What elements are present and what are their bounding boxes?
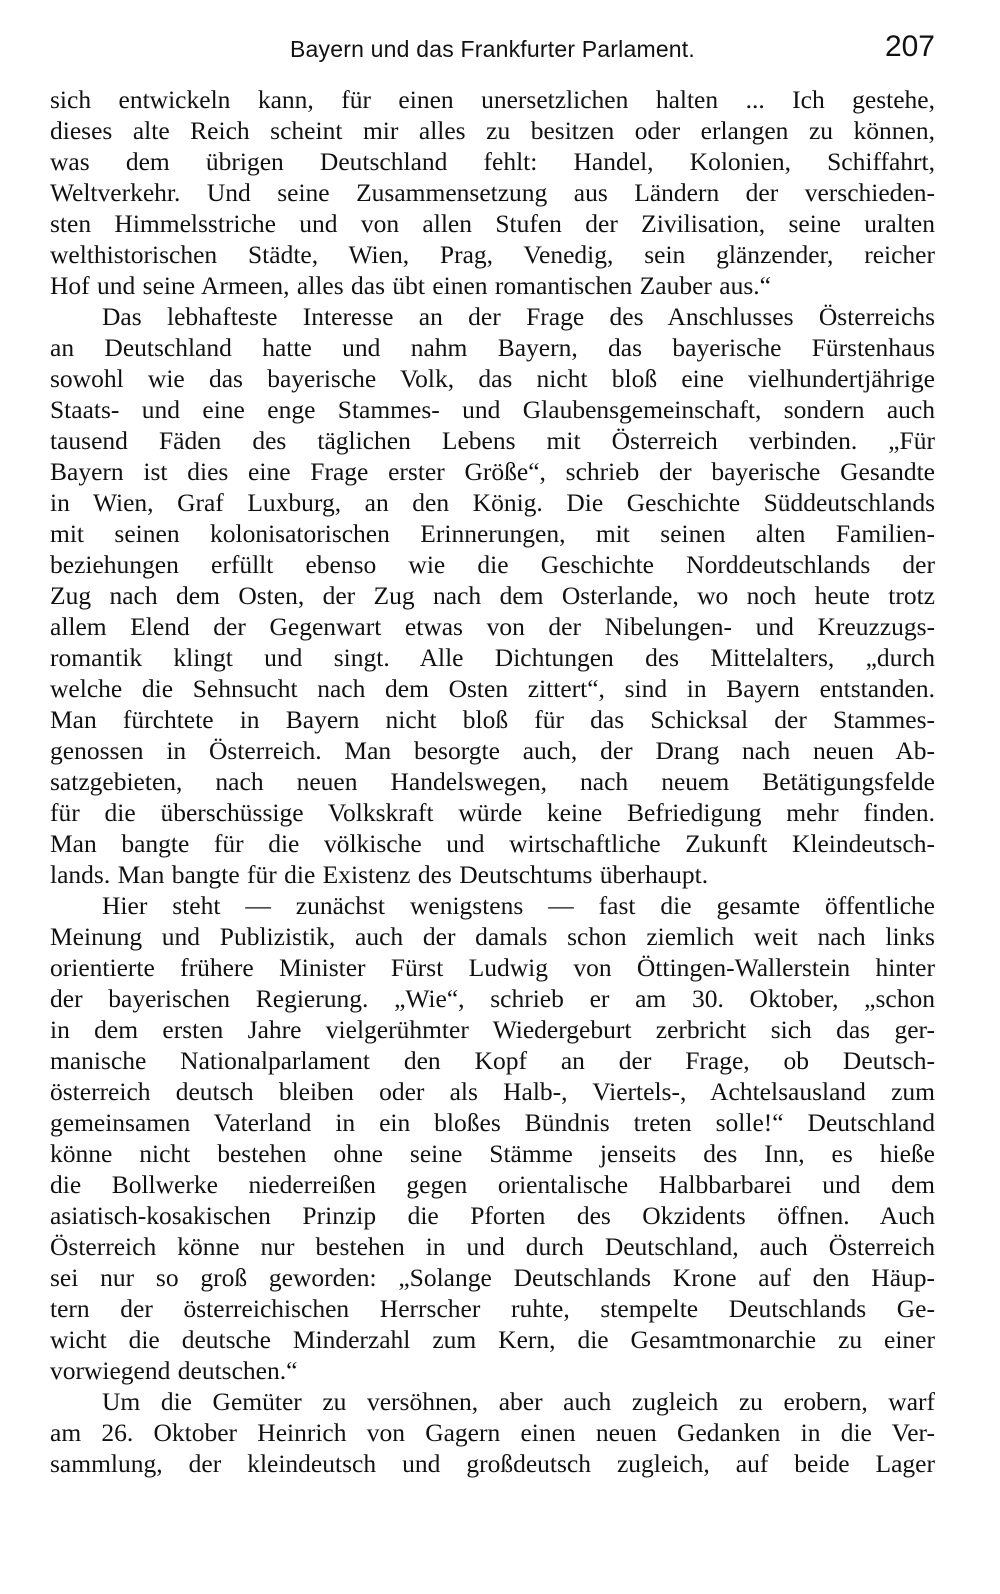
text-line: Meinung und Publizistik, auch der damals schon ziemlich weit nach links <box>50 922 935 951</box>
text-line: orientierte frühere Minister Fürst Ludwig von Öttingen-Wallerstein hinter <box>50 953 935 982</box>
text-line: sowohl wie das bayerische Volk, das nicht bloß eine vielhundertjährige <box>50 364 935 393</box>
text-line: wicht die deutsche Minderzahl zum Kern, die Gesamtmonarchie zu einer <box>50 1325 935 1354</box>
text-line: welthistorischen Städte, Wien, Prag, Venedig, sein glänzender, reicher <box>50 240 935 269</box>
text-line: manische Nationalparlament den Kopf an der Frage, ob Deutsch- <box>50 1046 935 1075</box>
running-title: Bayern und das Frankfurter Parlament. <box>290 36 695 62</box>
text-line: in Wien, Graf Luxburg, an den König. Die Geschichte Süddeutschlands <box>50 488 935 517</box>
body-text <box>50 84 935 1479</box>
text-line: der bayerischen Regierung. „Wie“, schrieb er am 30. Oktober, „schon <box>50 984 935 1013</box>
text-line: Hof und seine Armeen, alles das übt einen romantischen Zauber aus.“ <box>50 271 771 300</box>
text-line: Hier steht — zunächst wenigstens — fast die gesamte öffentliche <box>102 891 935 920</box>
text-line: könne nicht bestehen ohne seine Stämme jenseits des Inn, es hieße <box>50 1139 935 1168</box>
text-line: Das lebhafteste Interesse an der Frage des Anschlusses Österreichs <box>102 302 935 331</box>
text-line: Staats- und eine enge Stammes- und Glaubensgemeinschaft, sondern auch <box>50 395 935 424</box>
text-line: romantik klingt und singt. Alle Dichtungen des Mittelalters, „durch <box>50 643 935 672</box>
text-line: Um die Gemüter zu versöhnen, aber auch zugleich zu erobern, warf <box>102 1387 935 1416</box>
text-line: sich entwickeln kann, für einen unersetzlichen halten ... Ich gestehe, <box>50 85 935 114</box>
text-line: für die überschüssige Volkskraft würde keine Befriedigung mehr finden. <box>50 798 935 827</box>
text-line: was dem übrigen Deutschland fehlt: Handel, Kolonien, Schiffahrt, <box>50 147 935 176</box>
text-line: beziehungen erfüllt ebenso wie die Geschichte Norddeutschlands der <box>50 550 935 579</box>
text-line: satzgebieten, nach neuen Handelswegen, nach neuem Betätigungsfelde <box>50 767 935 796</box>
page-number: 207 <box>884 30 935 63</box>
text-line: Österreich könne nur bestehen in und durch Deutschland, auch Österreich <box>50 1232 935 1261</box>
text-line: welche die Sehnsucht nach dem Osten zittert“, sind in Bayern entstanden. <box>50 674 935 703</box>
text-line: sammlung, der kleindeutsch und großdeutsch zugleich, auf beide Lager <box>50 1449 935 1478</box>
text-line: die Bollwerke niederreißen gegen orientalische Halbbarbarei und dem <box>50 1170 935 1199</box>
text-line: vorwiegend deutschen.“ <box>50 1356 298 1385</box>
text-line: in dem ersten Jahre vielgerühmter Wiedergeburt zerbricht sich das ger- <box>50 1015 935 1044</box>
text-line: tern der österreichischen Herrscher ruhte, stempelte Deutschlands Ge- <box>50 1294 935 1323</box>
text-line: dieses alte Reich scheint mir alles zu besitzen oder erlangen zu können, <box>50 116 935 145</box>
text-line: tausend Fäden des täglichen Lebens mit Österreich verbinden. „Für <box>50 426 935 455</box>
text-line: Bayern ist dies eine Frage erster Größe“, schrieb der bayerische Gesandte <box>50 457 935 486</box>
text-line: asiatisch-kosakischen Prinzip die Pforten des Okzidents öffnen. Auch <box>50 1201 935 1230</box>
text-line: an Deutschland hatte und nahm Bayern, das bayerische Fürstenhaus <box>50 333 935 362</box>
text-line: gemeinsamen Vaterland in ein bloßes Bündnis treten solle!“ Deutschland <box>50 1108 935 1137</box>
text-line: sei nur so groß geworden: „Solange Deutschlands Krone auf den Häup- <box>50 1263 935 1292</box>
text-line: mit seinen kolonisatorischen Erinnerungen, mit seinen alten Familien- <box>50 519 935 548</box>
text-line: lands. Man bangte für die Existenz des Deutschtums überhaupt. <box>50 860 709 889</box>
text-line: Man bangte für die völkische und wirtschaftliche Zukunft Kleindeutsch- <box>50 829 935 858</box>
text-line: genossen in Österreich. Man besorgte auch, der Drang nach neuen Ab- <box>50 736 935 765</box>
text-line: sten Himmelsstriche und von allen Stufen der Zivilisation, seine uralten <box>50 209 935 238</box>
text-line: Zug nach dem Osten, der Zug nach dem Osterlande, wo noch heute trotz <box>50 581 935 610</box>
text-line: österreich deutsch bleiben oder als Halb-, Viertels-, Achtelsausland zum <box>50 1077 935 1106</box>
text-line: am 26. Oktober Heinrich von Gagern einen neuen Gedanken in die Ver- <box>50 1418 935 1447</box>
page-header <box>50 30 935 78</box>
text-line: Man fürchtete in Bayern nicht bloß für das Schicksal der Stammes- <box>50 705 935 734</box>
text-line: Weltverkehr. Und seine Zusammensetzung aus Ländern der verschieden- <box>50 178 935 207</box>
text-line: allem Elend der Gegenwart etwas von der Nibelungen- und Kreuzzugs- <box>50 612 935 641</box>
